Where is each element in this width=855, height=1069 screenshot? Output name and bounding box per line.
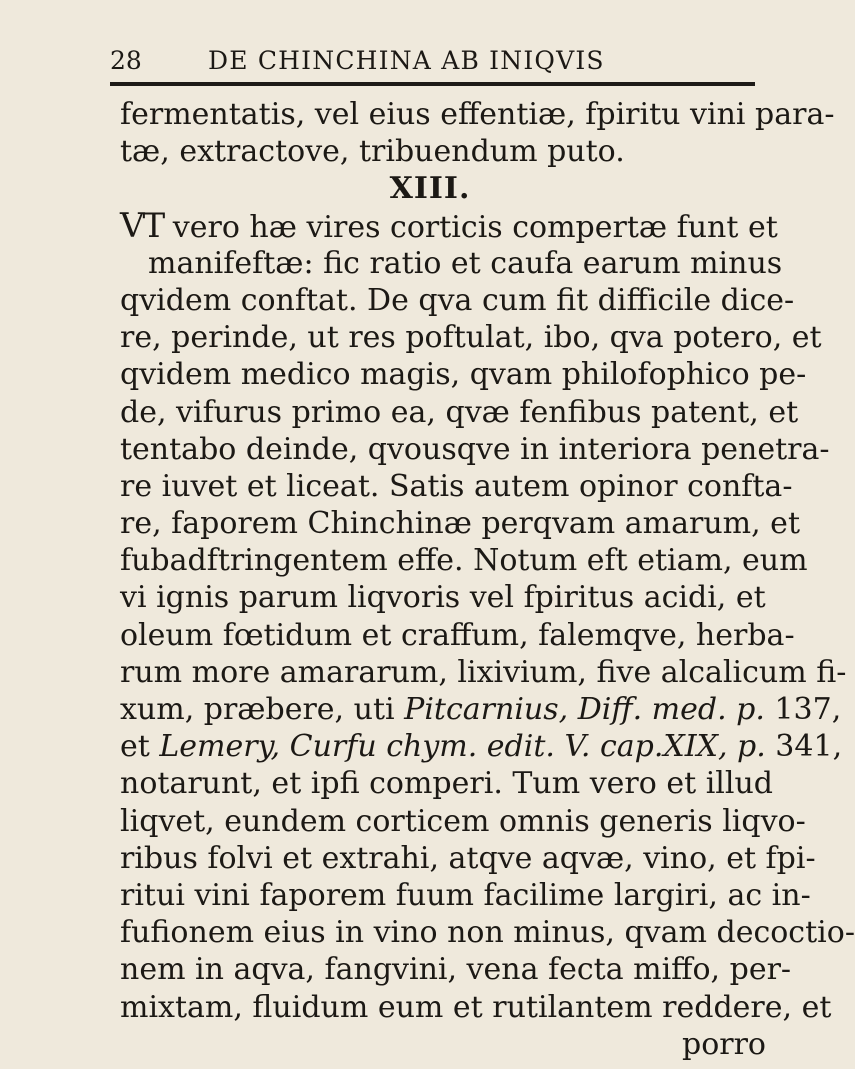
text-fragment: et — [120, 729, 160, 765]
text-line: re iuvet et liceat. Satis autem opinor confta- — [120, 468, 793, 504]
text-line: fubadftringentem effe. Notum eft etiam, eum — [120, 543, 808, 579]
text-line — [120, 728, 843, 765]
text-line: fufionem eius in vino non minus, qvam decoctio- — [120, 915, 855, 951]
text-line: re, perinde, ut res poftulat, ibo, qva potero, et — [120, 320, 822, 356]
text-line: notarunt, et ipfi comperi. Tum vero et illud — [120, 766, 774, 802]
text-line: liqvet, eundem corticem omnis generis liqvo- — [120, 803, 806, 839]
text-line: rum more amararum, lixivium, five alcalicum fi- — [120, 654, 847, 690]
text-line: qvidem conftat. De qva cum fit difficile dice- — [120, 282, 795, 318]
body-text — [120, 96, 855, 1063]
drop-initial: VT — [120, 205, 164, 246]
text-line: vi ignis parum liqvoris vel fpiritus acidi, et — [120, 580, 766, 616]
header-rule — [110, 82, 755, 86]
text-fragment: vero hæ vires corticis compertæ funt et — [163, 209, 778, 245]
text-fragment: xum, præbere, uti — [120, 692, 405, 727]
text-line — [120, 691, 842, 728]
citation-pitcarnius: Pitcarnius, Diff. med. p. — [404, 692, 765, 727]
text-fragment: 341, — [765, 729, 843, 765]
text-line: tentabo deinde, qvousqve in interiora penetra- — [120, 431, 830, 467]
running-head — [110, 44, 760, 78]
catchword: porro — [681, 1026, 766, 1062]
text-line: ribus folvi et extrahi, atqve aqvæ, vino, et fpi- — [120, 840, 816, 876]
text-line: manifeftæ: fic ratio et caufa earum minus — [148, 245, 783, 281]
text-line: mixtam, fluidum eum et rutilantem reddere, et — [120, 989, 832, 1025]
section-number: XIII. — [389, 171, 471, 207]
text-line: nem in aqva, fangvini, vena fecta miffo, per- — [120, 952, 792, 988]
text-line: re, faporem Chinchinæ perqvam amarum, et — [120, 506, 800, 542]
text-line: qvidem medico magis, qvam philofophico pe- — [120, 357, 807, 393]
text-line — [120, 205, 778, 246]
text-line: ritui vini faporem fuum facilime largiri, ac in- — [120, 877, 811, 913]
page-number: 28 — [110, 46, 142, 75]
text-line: oleum fœtidum et craffum, falemqve, herba- — [120, 617, 795, 653]
citation-lemery: Lemery, Curfu chym. edit. V. cap.XIX, p. — [159, 729, 766, 765]
text-fragment: 137, — [764, 692, 842, 727]
text-line: fermentatis, vel eius effentiæ, fpiritu vini para- — [120, 97, 835, 132]
running-title: DE CHINCHINA AB INIQVIS — [208, 46, 605, 75]
text-line: de, vifurus primo ea, qvæ fenfibus patent, et — [120, 394, 799, 430]
text-line: tæ, extractove, tribuendum puto. — [120, 134, 625, 170]
